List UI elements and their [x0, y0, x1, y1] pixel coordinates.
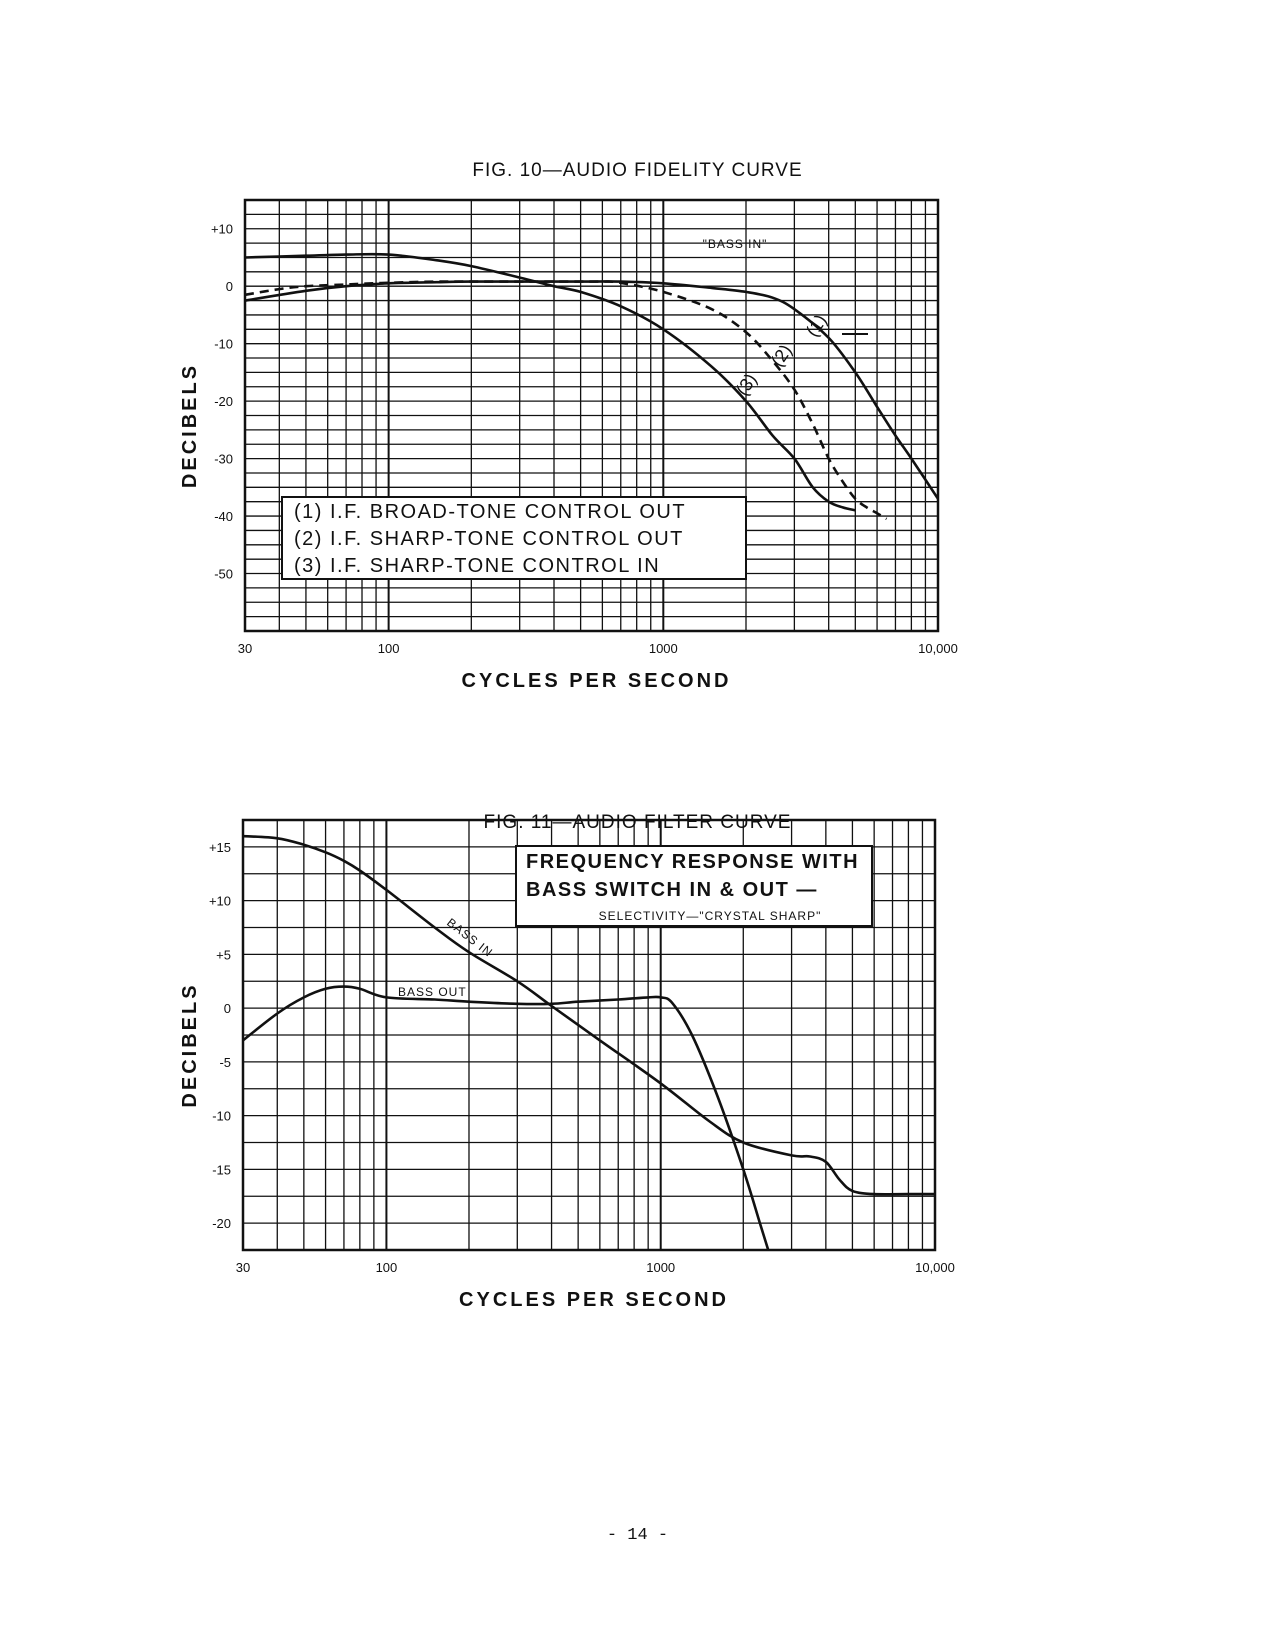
y-tick-label: -10	[212, 1108, 231, 1124]
curve-label: (3)	[731, 369, 761, 400]
y-tick-label: +15	[208, 839, 231, 855]
x-tick-label: 30	[237, 641, 253, 656]
bass-in-note: "BASS IN"	[702, 237, 768, 251]
y-tick-label: 0	[225, 279, 233, 295]
x-tick-label: 1000	[646, 1260, 676, 1275]
legend-entry: (2) I.F. SHARP-TONE CONTROL OUT	[294, 528, 684, 550]
x-tick-label: 1000	[648, 641, 678, 656]
y-tick-label: -10	[214, 336, 233, 352]
x-tick-label: 30	[235, 1260, 251, 1275]
curve-label: (1)	[801, 310, 831, 341]
curve-label: (2)	[766, 340, 796, 371]
series-label-bass-out: BASS OUT	[398, 985, 467, 999]
annotation-line-3: SELECTIVITY—"CRYSTAL SHARP"	[598, 909, 822, 923]
x-tick-label: 10,000	[915, 1260, 955, 1275]
y-tick-label: -20	[214, 394, 233, 410]
y-tick-label: -5	[219, 1054, 231, 1070]
x-tick-label: 100	[375, 1260, 398, 1275]
y-axis-title: DECIBELS	[179, 362, 201, 489]
y-tick-label: -30	[214, 451, 233, 467]
y-tick-label: +10	[210, 221, 233, 237]
legend-entry: (1) I.F. BROAD-TONE CONTROL OUT	[294, 501, 687, 523]
x-tick-label: 100	[377, 641, 400, 656]
y-tick-label: +5	[216, 947, 231, 963]
y-tick-label: -40	[214, 509, 233, 525]
x-axis-title: CYCLES PER SECOND	[461, 670, 732, 692]
x-axis-title: CYCLES PER SECOND	[459, 1289, 729, 1311]
legend-entry: (3) I.F. SHARP-TONE CONTROL IN	[294, 555, 661, 577]
curve-bass-out	[243, 987, 770, 1256]
fig11-title: FIG. 11—AUDIO FILTER CURVE	[483, 812, 792, 833]
y-tick-label: 0	[223, 1001, 231, 1017]
annotation-line-1: FREQUENCY RESPONSE WITH	[526, 851, 860, 873]
series-label-bass-in: BASS IN	[444, 915, 496, 960]
page-number: - 14 -	[606, 1526, 669, 1545]
y-tick-label: -15	[212, 1162, 231, 1178]
y-tick-label: +10	[208, 893, 231, 909]
y-axis-title: DECIBELS	[179, 982, 201, 1108]
annotation-line-2: BASS SWITCH IN & OUT —	[526, 879, 818, 901]
y-tick-label: -20	[212, 1216, 231, 1232]
y-tick-label: -50	[214, 566, 233, 582]
x-tick-label: 10,000	[918, 641, 958, 656]
fig10-title: FIG. 10—AUDIO FIDELITY CURVE	[472, 160, 803, 181]
